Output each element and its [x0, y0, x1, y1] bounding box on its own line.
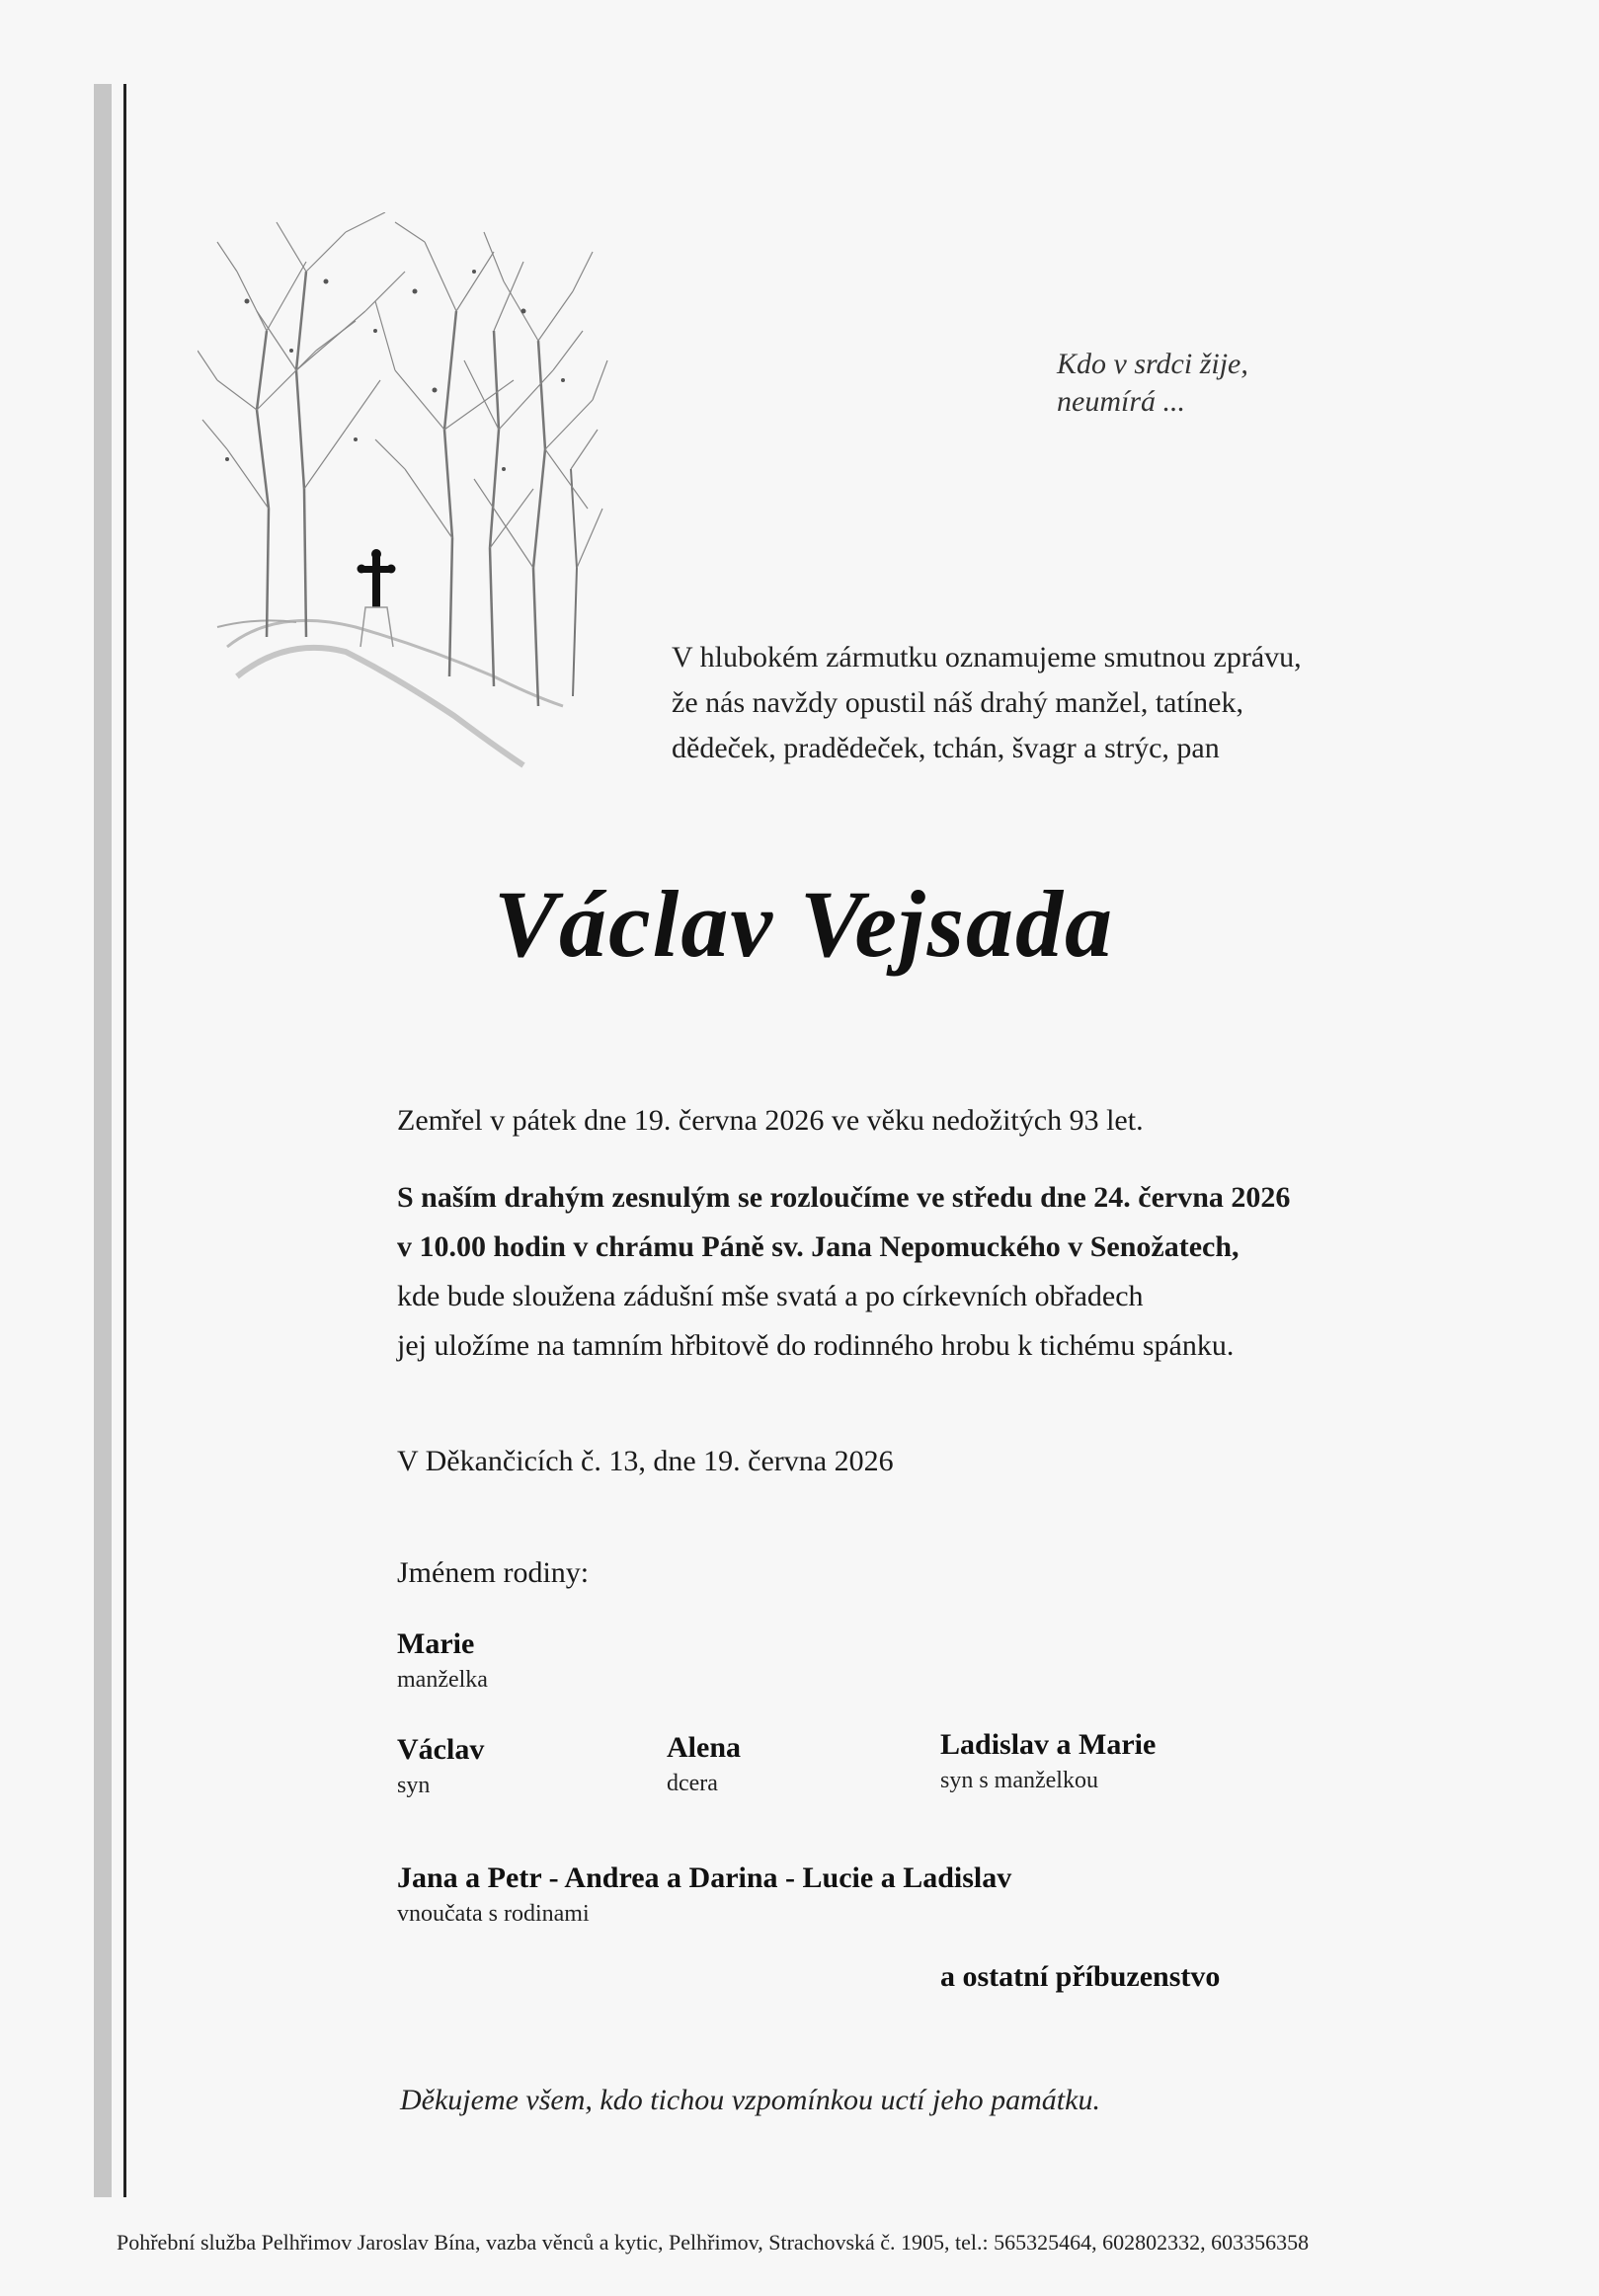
intro-line-2: že nás navždy opustil náš drahý manžel, tatínek, — [672, 686, 1243, 719]
funeral-line-3: kde bude sloužena zádušní mše svatá a po církevních obřadech — [397, 1280, 1144, 1312]
member-name: Alena — [667, 1731, 741, 1764]
member-name: Jana a Petr - Andrea a Darina - Lucie a Ladislav — [397, 1861, 1012, 1894]
family-member-daughter — [667, 1731, 741, 1797]
funeral-line-2: v 10.00 hodin v chrámu Páně sv. Jana Nepomuckého v Senožatech, — [397, 1230, 1239, 1263]
member-relation: syn s manželkou — [940, 1768, 1098, 1793]
member-name: Václav — [397, 1733, 485, 1766]
thanks-note: Děkujeme všem, kdo tichou vzpomínkou uctí jeho památku. — [400, 2084, 1100, 2116]
deceased-name: Václav Vejsada — [494, 871, 1114, 977]
funeral-details — [397, 1173, 1290, 1371]
member-name: Ladislav a Marie — [940, 1728, 1157, 1761]
decorative-gray-bar — [94, 84, 112, 2197]
member-name: Marie — [397, 1627, 475, 1660]
member-relation: dcera — [667, 1771, 718, 1796]
family-member-son — [397, 1733, 484, 1799]
family-member-grandchildren — [397, 1861, 1011, 1928]
family-member-son-with-wife — [940, 1728, 1156, 1794]
other-relatives: a ostatní příbuzenstvo — [940, 1960, 1221, 1993]
funeral-line-4: jej uložíme na tamním hřbitově do rodinného hrobu k tichému spánku. — [397, 1329, 1235, 1362]
decorative-black-line — [123, 84, 126, 2197]
intro-line-1: V hlubokém zármutku oznamujeme smutnou zprávu, — [672, 641, 1302, 673]
place-and-date: V Děkančicích č. 13, dne 19. června 2026 — [397, 1445, 894, 1477]
motto-line-2: neumírá ... — [1057, 385, 1185, 418]
trees-cross-illustration — [198, 212, 612, 785]
on-behalf-of-family: Jménem rodiny: — [397, 1556, 590, 1589]
funeral-service-footer: Pohřební služba Pelhřimov Jaroslav Bína, vazba věnců a kytic, Pelhřimov, Strachovská č. 1905, tel.: 565325464, 602802332, 603356358 — [117, 2230, 1310, 2255]
motto-line-1: Kdo v srdci žije, — [1057, 348, 1248, 380]
member-relation: syn — [397, 1773, 431, 1798]
intro-line-3: dědeček, pradědeček, tchán, švagr a strýc, pan — [672, 732, 1220, 764]
family-member-wife — [397, 1627, 488, 1694]
member-relation: vnoučata s rodinami — [397, 1901, 590, 1927]
intro-announcement — [672, 635, 1302, 771]
member-relation: manželka — [397, 1667, 488, 1693]
funeral-line-1: S naším drahým zesnulým se rozloučíme ve středu dne 24. června 2026 — [397, 1181, 1291, 1214]
death-notice: Zemřel v pátek dne 19. června 2026 ve věku nedožitých 93 let. — [397, 1104, 1144, 1137]
motto-quote — [1057, 346, 1248, 421]
